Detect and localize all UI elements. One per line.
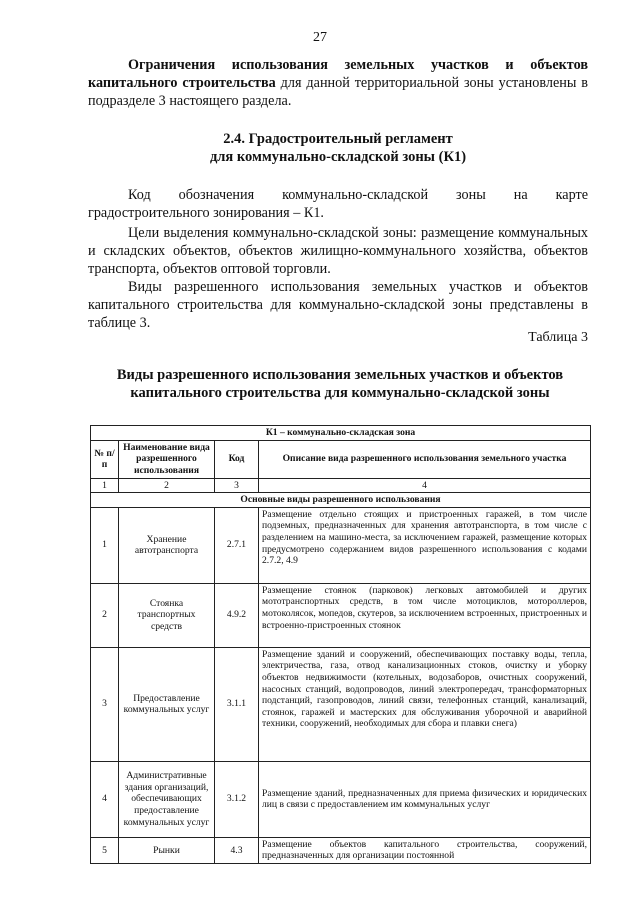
zone-header: К1 – коммунально-складская зона bbox=[91, 426, 591, 441]
page-number: 27 bbox=[313, 30, 327, 45]
goals-paragraph bbox=[88, 224, 588, 278]
row-desc: Размещение объектов капитального строительства, сооружений, предназначенных для организации постоянной bbox=[259, 837, 591, 863]
col-number: 1 bbox=[91, 478, 119, 493]
table-row bbox=[91, 837, 591, 863]
row-num: 5 bbox=[91, 837, 119, 863]
code-paragraph bbox=[88, 186, 588, 222]
section-title bbox=[88, 130, 588, 166]
header-num: № п/п bbox=[91, 440, 119, 478]
zone-header-row bbox=[91, 426, 591, 441]
row-name: Предоставление коммунальных услуг bbox=[119, 647, 215, 761]
row-name: Стоянка транспортных средств bbox=[119, 583, 215, 647]
row-num: 4 bbox=[91, 761, 119, 837]
section-title-line2: для коммунально-складской зоны (К1) bbox=[209, 149, 467, 165]
table-title-line1: Виды разрешенного использования земельных участков и объектов bbox=[116, 367, 564, 383]
zoning-table bbox=[90, 425, 591, 864]
column-number-row bbox=[91, 478, 591, 493]
table-label: Таблица 3 bbox=[528, 330, 588, 345]
intro-bold: Ограничения использования земельных участков и объектов капитального строительства bbox=[88, 57, 588, 91]
table-row bbox=[91, 761, 591, 837]
col-number: 2 bbox=[119, 478, 215, 493]
code-text: Код обозначения коммунально-складской зоны на карте градостроительного зонирования – К1. bbox=[88, 187, 588, 221]
col-number: 3 bbox=[215, 478, 259, 493]
goals-text: Цели выделения коммунально-складской зоны: размещение коммунальных и складских объектов, объектов жилищно-коммунального хозяйства, объектов транспорта, объектов оптовой торговли. bbox=[88, 225, 588, 277]
types-text: Виды разрешенного использования земельных участков и объектов капитального строительства для коммунально-складской зоны представлены в таблице 3. bbox=[88, 279, 588, 331]
col-number: 4 bbox=[259, 478, 591, 493]
column-header-row bbox=[91, 440, 591, 478]
section-title-line1: 2.4. Градостроительный регламент bbox=[223, 131, 453, 147]
row-code: 4.3 bbox=[215, 837, 259, 863]
table-row bbox=[91, 507, 591, 583]
row-code: 2.7.1 bbox=[215, 507, 259, 583]
row-name: Рынки bbox=[119, 837, 215, 863]
row-name: Хранение автотранспорта bbox=[119, 507, 215, 583]
table-row bbox=[91, 583, 591, 647]
row-num: 1 bbox=[91, 507, 119, 583]
row-num: 2 bbox=[91, 583, 119, 647]
row-name: Административные здания организаций, обеспечивающих предоставление коммунальных услуг bbox=[119, 761, 215, 837]
header-code: Код bbox=[215, 440, 259, 478]
row-desc: Размещение зданий и сооружений, обеспечивающих поставку воды, тепла, электричества, газа, отвод канализационных стоков, очистку и уборку объектов недвижимости (котельных, водозаборов, очистных сооружений, насосных станций, водопроводов, линий электропередач, трансформаторных подстанций, газопроводов, линий связи, телефонных станций, канализаций, стоянок, гаражей и мастерских для обслуживания уборочной и аварийной техники, сооружений, необходимых для сбора и плавки снега) bbox=[259, 647, 591, 761]
table-title-line2: капитального строительства для коммунально-складской зоны bbox=[130, 385, 550, 401]
row-code: 4.9.2 bbox=[215, 583, 259, 647]
row-desc: Размещение зданий, предназначенных для приема физических и юридических лиц в связи с предоставлением им коммунальных услуг bbox=[259, 761, 591, 837]
row-desc: Размещение отдельно стоящих и пристроенных гаражей, в том числе подземных, предназначенных для хранения автотранспорта, в том числе с разделением на машино-места, за исключением гаражей, размещение которых предусмотрено содержанием видов разрешенного использования с кодами 2.7.2, 4.9 bbox=[259, 507, 591, 583]
header-desc: Описание вида разрешенного использования земельного участка bbox=[259, 440, 591, 478]
table-title bbox=[60, 366, 620, 402]
types-paragraph bbox=[88, 278, 588, 332]
row-desc: Размещение стоянок (парковок) легковых автомобилей и других мототранспортных средств, в том числе мотоциклов, мотороллеров, мотоколясок, мопедов, скутеров, за исключением встроенных, пристроенных и встроенно-пристроенных стоянок bbox=[259, 583, 591, 647]
intro-paragraph bbox=[88, 56, 588, 110]
row-num: 3 bbox=[91, 647, 119, 761]
row-code: 3.1.2 bbox=[215, 761, 259, 837]
intro-rest: для данной территориальной зоны установлены в подразделе 3 настоящего раздела. bbox=[88, 75, 589, 109]
header-name: Наименование вида разрешенного использования bbox=[119, 440, 215, 478]
section-header: Основные виды разрешенного использования bbox=[91, 493, 591, 508]
table-row bbox=[91, 647, 591, 761]
section-header-row bbox=[91, 493, 591, 508]
row-code: 3.1.1 bbox=[215, 647, 259, 761]
